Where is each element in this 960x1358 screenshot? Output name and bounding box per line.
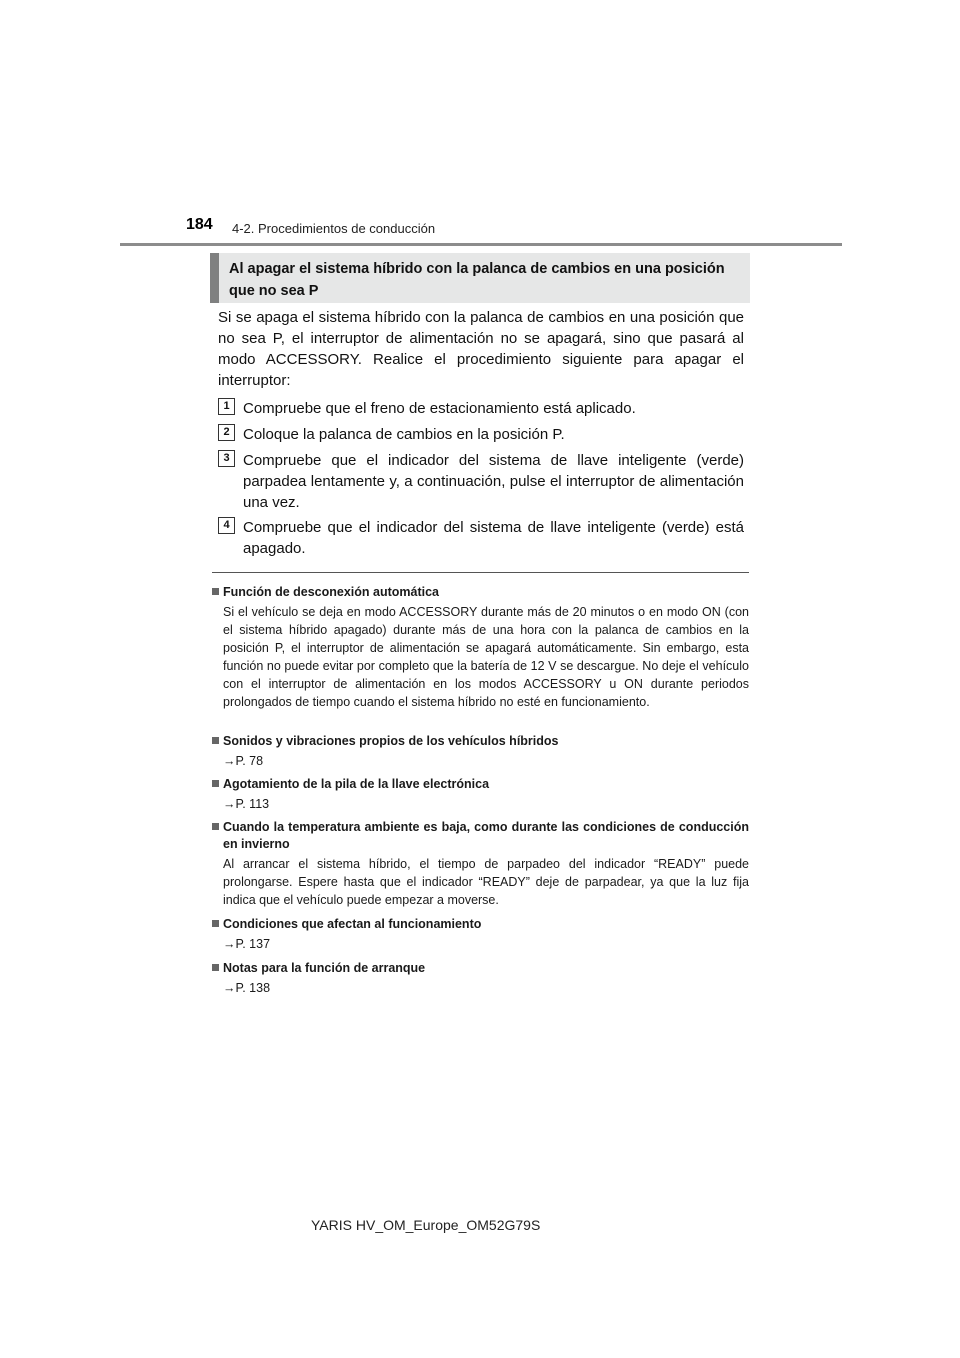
page-reference: →P. 113 [223, 797, 270, 811]
page-reference: →P. 138 [223, 981, 271, 995]
note-body: Si el vehículo se deja en modo ACCESSORY durante más de 20 minutos o en modo ON (con el sistema híbrido apagado) durante más de una hora con la palanca de cambios en la posición P, el interruptor de alimentación se apagará automáticamente. Sin embargo, esta función no puede evitar por completo que la batería de 12 V se descargue. No deje el vehículo con el interruptor de alimentación en los modos ACCESSORY u ON durante periodos prolongados de tiempo cuando el sistema híbrido no esté en funcionamiento. [223, 605, 749, 709]
note-auto-off [212, 584, 749, 711]
note-heading: Agotamiento de la pila de la llave electrónica [212, 776, 749, 793]
step-text: Compruebe que el indicador del sistema de llave inteligente (verde) parpadea lentamente y, a continuación, pulse el interruptor de alimentación una vez. [243, 452, 744, 511]
note-heading: Notas para la función de arranque [212, 960, 749, 977]
step-number-box: 3 [218, 450, 235, 467]
step-2 [218, 424, 744, 445]
note-heading: Condiciones que afectan al funcionamiento [212, 916, 749, 933]
step-4 [218, 517, 744, 559]
note-body: Al arrancar el sistema híbrido, el tiempo de parpadeo del indicador “READY” puede prolongarse. Espere hasta que el indicador “READY” deje de parpadear, ya que la luz fija indica que el vehículo puede empezar a moverse. [223, 857, 749, 907]
square-bullet-icon [212, 920, 219, 927]
topic-heading: Al apagar el sistema híbrido con la palanca de cambios en una posición que no sea P [229, 261, 725, 299]
intro-paragraph: Si se apaga el sistema híbrido con la palanca de cambios en una posición que no sea P, el interruptor de alimentación no se apagará, sino que pasará al modo ACCESSORY. Realice el procedimiento siguiente para apagar el interruptor: [218, 309, 744, 389]
page-number: 184 [186, 216, 213, 233]
square-bullet-icon [212, 780, 219, 787]
square-bullet-icon [212, 823, 219, 830]
note-key-battery [212, 776, 749, 813]
section-title: 4-2. Procedimientos de conducción [232, 221, 436, 236]
square-bullet-icon [212, 588, 219, 595]
topic-heading-box [210, 253, 750, 303]
step-text: Coloque la palanca de cambios en la posición P. [243, 426, 565, 443]
step-text: Compruebe que el freno de estacionamiento está aplicado. [243, 400, 636, 417]
page-reference: →P. 78 [223, 754, 264, 768]
header-rule [120, 243, 842, 246]
footer-doc-id: YARIS HV_OM_Europe_OM52G79S [311, 1217, 541, 1233]
step-1 [218, 398, 744, 419]
step-text: Compruebe que el indicador del sistema de llave inteligente (verde) está apagado. [243, 519, 744, 557]
note-hybrid-sounds [212, 733, 749, 770]
note-heading: Cuando la temperatura ambiente es baja, como durante las condiciones de conducción en invierno [212, 819, 749, 853]
note-start-function [212, 960, 749, 997]
square-bullet-icon [212, 737, 219, 744]
note-heading: Sonidos y vibraciones propios de los vehículos híbridos [212, 733, 749, 750]
step-number-box: 2 [218, 424, 235, 441]
note-operating-conditions [212, 916, 749, 953]
note-cold-weather [212, 819, 749, 909]
square-bullet-icon [212, 964, 219, 971]
page-reference: →P. 137 [223, 937, 271, 951]
step-3 [218, 450, 744, 513]
step-number-box: 4 [218, 517, 235, 534]
notes-rule [212, 572, 749, 573]
step-number-box: 1 [218, 398, 235, 415]
note-heading: Función de desconexión automática [212, 584, 749, 601]
